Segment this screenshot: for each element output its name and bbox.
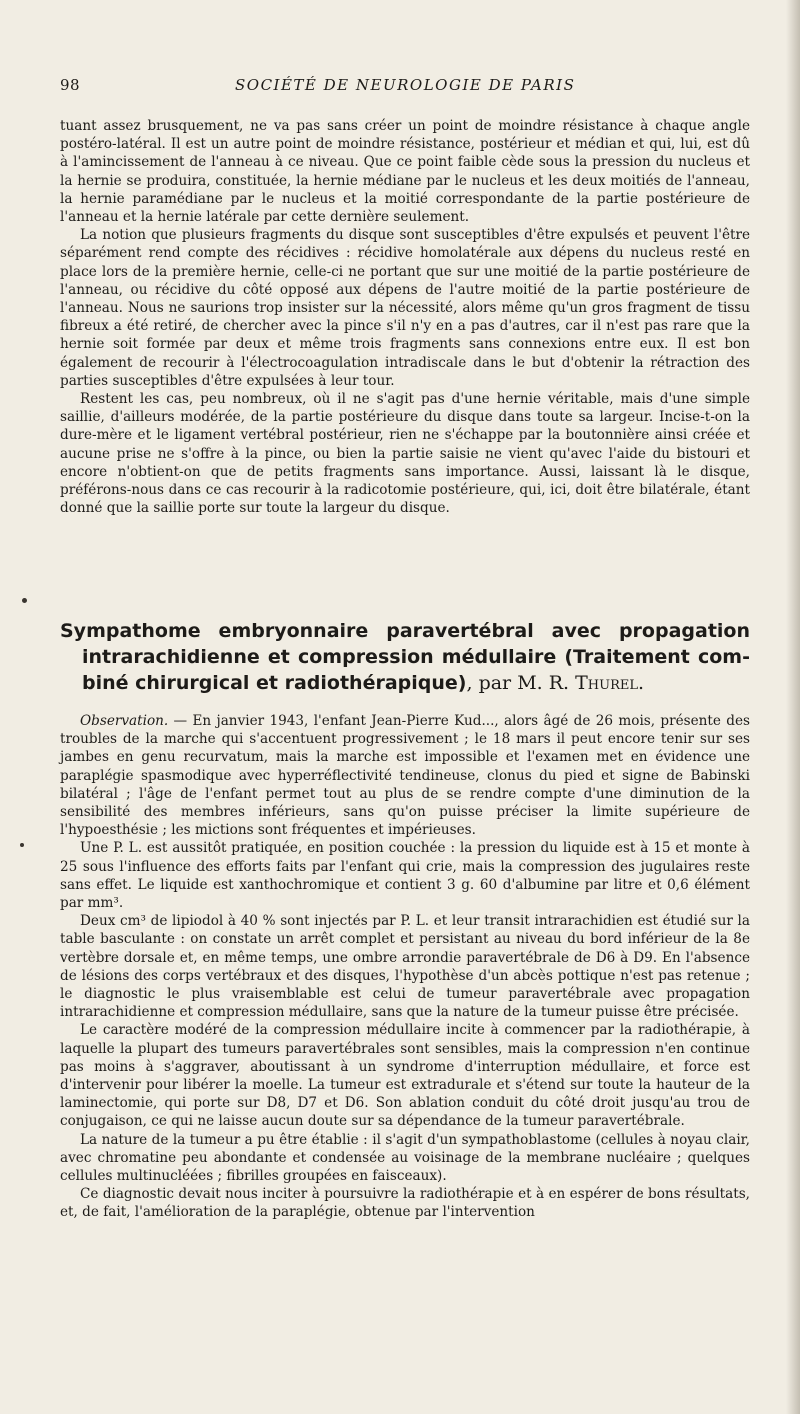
paragraph: Restent les cas, peu nombreux, où il ne s'agit pas d'une hernie véritable, mais d'une simple saillie, d'ailleurs modérée, de la partie postérieure du disque dans toute sa largeur. Incise-t-on la dure-mère et le ligament vertébral postérieur, rien ne s'échappe par la boutonnière ainsi créée et aucune prise ne s'offre à la pince, ou bien la partie saisie ne vient qu'avec l'aide du bistouri et encore n'obtient-on que de petits fragments sans importance. Aussi, laissant là le disque, préférons-nous dans ce cas recourir à la radicotomie postérieure, qui, ici, doit être bilatérale, étant donné que la saillie porte sur toute la largeur du disque. — [60, 391, 750, 517]
article-body — [60, 712, 750, 1222]
title-line-with-author — [60, 670, 750, 696]
article-title — [60, 618, 750, 696]
article-author: M. R. Thurel. — [517, 672, 645, 694]
page-header — [60, 76, 750, 98]
title-line: intrarachidienne et compression médullaire (Traitement com- — [82, 646, 750, 668]
observation-label: Observation. — [80, 713, 169, 729]
page-edge-shadow — [786, 0, 800, 1414]
running-head: SOCIÉTÉ DE NEUROLOGIE DE PARIS — [235, 76, 576, 94]
margin-mark — [20, 843, 24, 847]
title-line: biné chirurgical et radiothérapique) — [82, 672, 467, 694]
paragraph: Deux cm³ de lipiodol à 40 % sont injectés par P. L. et leur transit intrarachidien est étudié sur la table basculante : on constate un arrêt complet et persistant au niveau du bord inférieur de la 8e vertèbre dorsale et, en même temps, une ombre arrondie paravertébrale de D6 à D9. En l'absence de lésions des corps vertébraux et des disques, l'hypothèse d'un abcès pottique n'est pas retenue ; le diagnostic le plus vraisemblable est celui de tumeur paravertébrale avec propagation intrarachidienne et compression médullaire, sans que la nature de la tumeur puisse être précisée. — [60, 913, 750, 1021]
margin-mark — [22, 598, 27, 603]
title-line: Sympathome embryonnaire paravertébral avec propagation — [60, 620, 750, 642]
paragraph — [60, 712, 750, 839]
previous-article-text — [60, 117, 750, 517]
paragraph: Le caractère modéré de la compression médullaire incite à commencer par la radiothérapie, à laquelle la plupart des tumeurs paravertébrales sont sensibles, mais la compression n'en continue pas moins à s'aggraver, aboutissant à un syndrome d'interruption médullaire, et force est d'intervenir pour libérer la moelle. La tumeur est extradurale et s'étend sur toute la hauteur de la laminectomie, qui porte sur D8, D7 et D6. Son ablation conduit du côté droit jusqu'au trou de conjugaison, ce qui ne laisse aucun doute sur sa dépendance de la tumeur paravertébrale. — [60, 1022, 750, 1130]
paragraph: Une P. L. est aussitôt pratiquée, en position couchée : la pression du liquide est à 15 et monte à 25 sous l'influence des efforts faits par l'enfant qui crie, mais la compression des jugulaires reste sans effet. Le liquide est xanthochromique et contient 3 g. 60 d'albumine par litre et 0,6 élément par mm³. — [60, 840, 750, 912]
paragraph: La nature de la tumeur a pu être établie : il s'agit d'un sympathoblastome (cellules à noyau clair, avec chromatine peu abondante et condensée au voisinage de la membrane nucléaire ; quelques cellules multinucléées ; fibrilles groupées en faisceaux). — [60, 1131, 750, 1185]
paragraph: Ce diagnostic devait nous inciter à poursuivre la radiothérapie et à en espérer de bons résultats, et, de fait, l'amélioration de la paraplégie, obtenue par l'intervention — [60, 1186, 750, 1221]
paragraph-text: — En janvier 1943, l'enfant Jean-Pierre Kud..., alors âgé de 26 mois, présente des troubles de la marche qui s'accentuent progressivement ; le 18 mars il peut encore tenir sur ses jambes en genu recurvatum, mais la marche est impossible et l'examen met en évidence une paraplégie spasmodique avec hyperréflectivité tendineuse, clonus du pied et signe de Babinski bilatéral ; l'âge de l'enfant permet tout au plus de se rendre compte d'une diminution de la sensibilité des membres inférieurs, sans qu'on puisse préciser la limite supérieure de l'hypoesthésie ; les mictions sont fréquentes et impérieuses. — [60, 713, 750, 839]
paragraph: La notion que plusieurs fragments du disque sont susceptibles d'être expulsés et peuvent l'être séparément rend compte des récidives : récidive homolatérale aux dépens du nucleus resté en place lors de la première hernie, celle-ci ne portant que sur une moitié de la partie postérieure de l'anneau, ou récidive du côté opposé aux dépens de l'autre moitié de la partie postérieure de l'anneau. Nous ne saurions trop insister sur la nécessité, alors même qu'un gros fragment de tissu fibreux a été retiré, de chercher avec la pince s'il n'y en a pas d'autres, car il n'est pas rare que la hernie soit formée par deux et même trois fragments sans connexions entre eux. Il est bon également de recourir à l'électrocoagulation intradiscale dans le but d'obtenir la rétraction des parties susceptibles d'être expulsées à leur tour. — [60, 227, 750, 389]
author-separator: , par — [466, 672, 518, 694]
paragraph: tuant assez brusquement, ne va pas sans créer un point de moindre résistance à chaque angle postéro-latéral. Il est un autre point de moindre résistance, postérieur et médian et qui, lui, est dû à l'amincissement de l'anneau à ce niveau. Que ce point faible cède sous la pression du nucleus et la hernie se produira, constituée, la hernie médiane par le nucleus et les deux moitiés de l'anneau, la hernie paramédiane par le nucleus et la moitié correspondante de la partie postérieure de l'anneau et la hernie latérale par cette dernière seulement. — [60, 118, 750, 226]
page-number: 98 — [60, 76, 81, 94]
